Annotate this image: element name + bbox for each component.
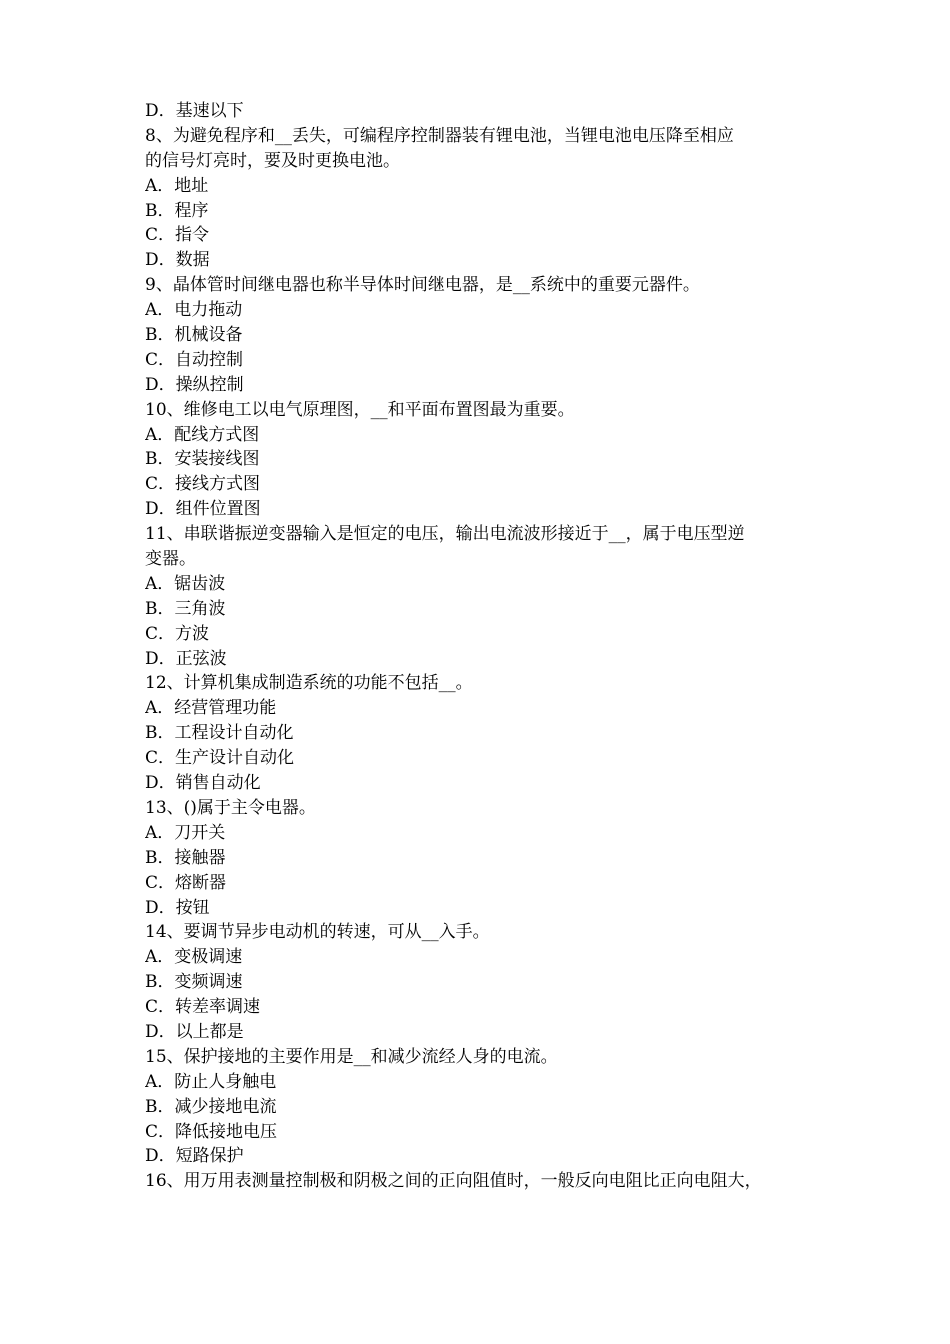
answer-option: D．短路保护 (145, 1146, 244, 1167)
answer-option: D．正弦波 (145, 648, 227, 669)
answer-option: B．程序 (145, 200, 209, 221)
answer-option: B．减少接地电流 (145, 1096, 277, 1117)
answer-option: C．转差率调速 (145, 997, 261, 1018)
answer-option: B．三角波 (145, 598, 226, 619)
question-text-line: 10、维修电工以电气原理图，__和平面布置图最为重要。 (145, 399, 575, 420)
answer-option: B．安装接线图 (145, 449, 260, 470)
question-text-line: 8、为避免程序和__丢失，可编程序控制器装有锂电池，当锂电池电压降至相应 (145, 125, 734, 146)
answer-option: A．电力拖动 (145, 300, 243, 321)
answer-option: D．销售自动化 (145, 773, 261, 794)
answer-option: B．机械设备 (145, 325, 243, 346)
answer-option: A．变极调速 (145, 947, 243, 968)
question-text-line: 14、要调节异步电动机的转速，可从__入手。 (145, 922, 490, 943)
answer-option: C．自动控制 (145, 349, 244, 370)
answer-option: B．接触器 (145, 847, 226, 868)
question-text-line: 12、计算机集成制造系统的功能不包括__。 (145, 673, 473, 694)
question-text-line: 9、晶体管时间继电器也称半导体时间继电器，是__系统中的重要元器件。 (145, 275, 700, 296)
answer-option: D．组件位置图 (145, 499, 261, 520)
answer-option: A．经营管理功能 (145, 698, 277, 719)
answer-option: D．按钮 (145, 897, 210, 918)
question-text-line: 16、用万用表测量控制极和阴极之间的正向阻值时，一般反向电阻比正向电阻大， (145, 1171, 762, 1192)
question-text-line: 的信号灯亮时，要及时更换电池。 (145, 150, 400, 171)
answer-option: D．数据 (145, 250, 210, 271)
answer-option: C．降低接地电压 (145, 1121, 278, 1142)
answer-option: C．指令 (145, 225, 210, 246)
document-body (145, 99, 813, 1194)
answer-option: C．生产设计自动化 (145, 748, 295, 769)
answer-option: B．变频调速 (145, 972, 243, 993)
question-text-line: 11、串联谐振逆变器输入是恒定的电压，输出电流波形接近于__，属于电压型逆 (145, 524, 745, 545)
answer-option: C．方波 (145, 623, 210, 644)
answer-option: C．熔断器 (145, 872, 227, 893)
answer-option: D．基速以下 (145, 101, 244, 121)
answer-option: D．以上都是 (145, 1021, 244, 1042)
answer-option: B．工程设计自动化 (145, 723, 294, 744)
answer-option: A．锯齿波 (145, 573, 226, 594)
answer-option: C．接线方式图 (145, 474, 261, 495)
answer-option: A．防止人身触电 (145, 1071, 277, 1092)
question-text-line: 15、保护接地的主要作用是__和减少流经人身的电流。 (145, 1046, 558, 1067)
answer-option: A．配线方式图 (145, 424, 260, 445)
question-text-line: 13、()属于主令电器。 (145, 797, 316, 818)
answer-option: A．地址 (145, 175, 209, 196)
question-text-line: 变器。 (145, 549, 196, 570)
answer-option: A．刀开关 (145, 822, 226, 843)
answer-option: D．操纵控制 (145, 374, 244, 395)
